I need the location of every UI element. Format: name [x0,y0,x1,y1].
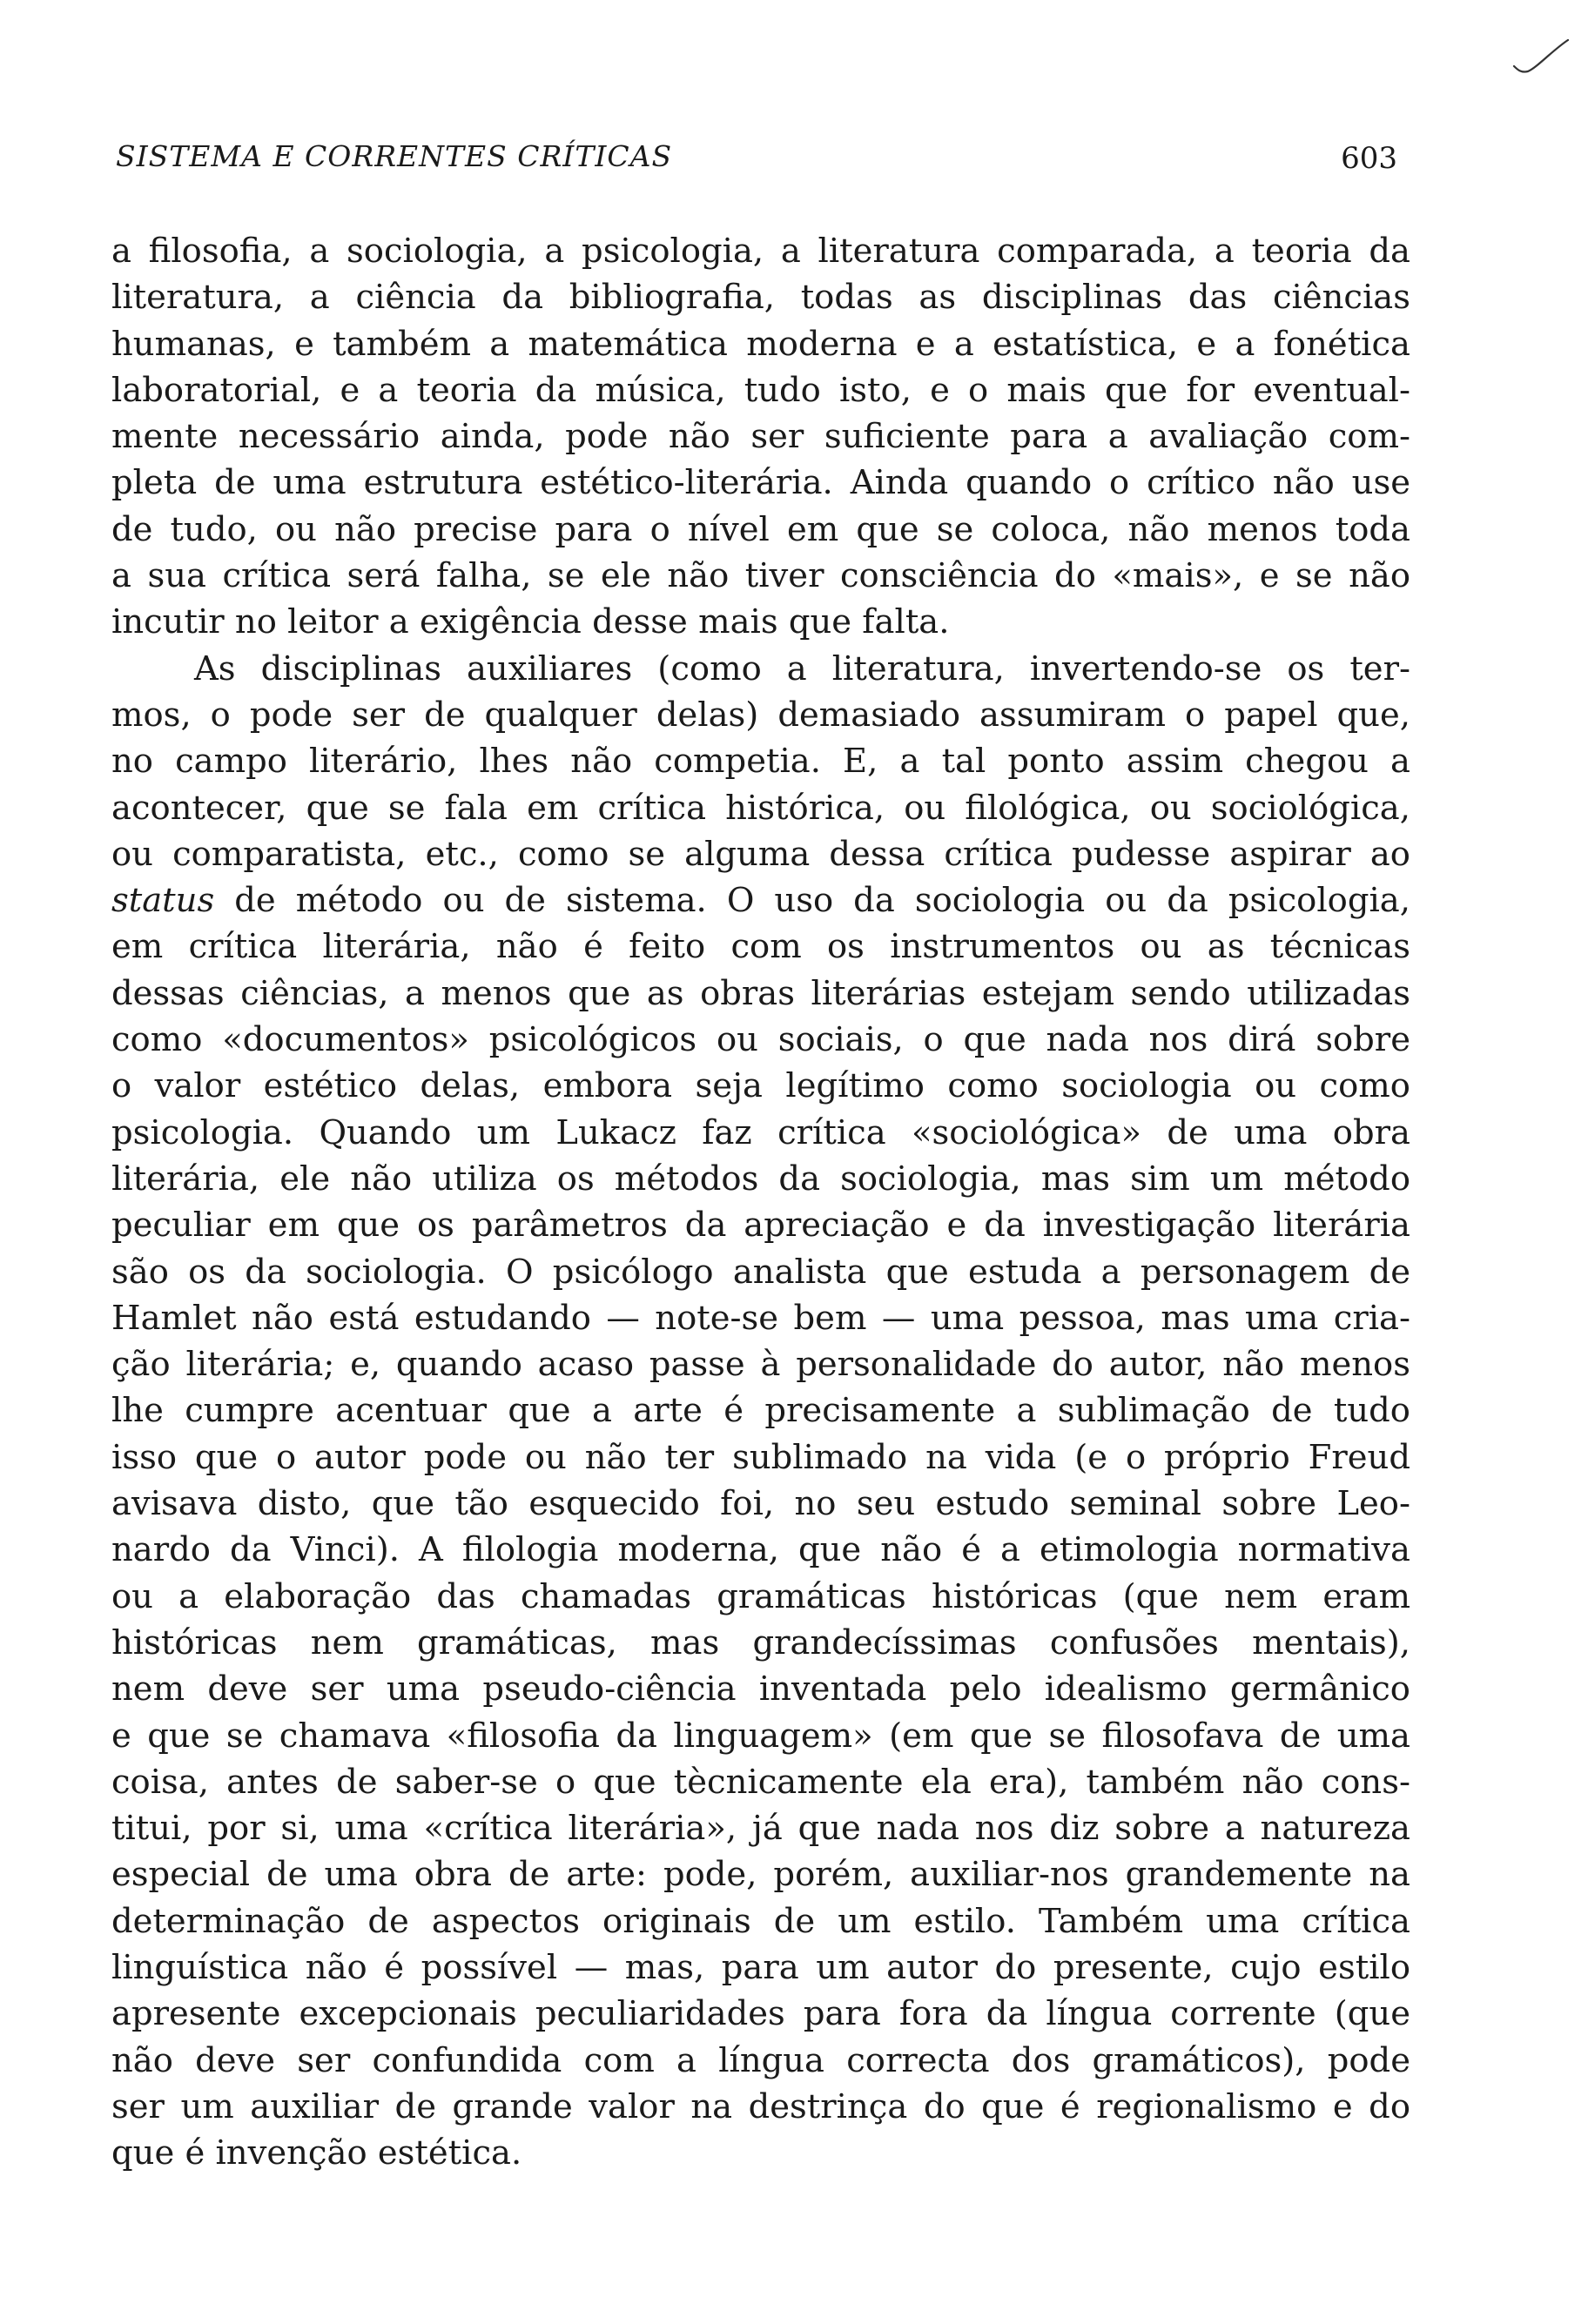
text-line: titui, por si, uma «crítica literária», já que nada nos diz sobre a natureza [111,1809,1410,1849]
text-line: especial de uma obra de arte: pode, porém, auxiliar-nos grandemente na [111,1855,1410,1895]
text-line: dessas ciências, a menos que as obras literárias estejam sendo utilizadas [111,973,1410,1013]
text-line: nem deve ser uma pseudo-ciência inventada pelo idealismo germânico [111,1669,1410,1709]
text-line: que é invenção estética. [111,2133,522,2173]
text-line: nardo da Vinci). A filologia moderna, que não é a etimologia normativa [111,1530,1410,1570]
handwritten-check-mark [1511,35,1571,78]
text-line: não deve ser confundida com a língua correcta dos gramáticos), pode [111,2040,1410,2080]
text-line: no campo literário, lhes não competia. E, a tal ponto assim chegou a [111,742,1410,782]
text-line: ou comparatista, etc., como se alguma dessa crítica pudesse aspirar ao [111,834,1410,874]
text-line: mente necessário ainda, pode não ser suficiente para a avaliação com- [111,417,1410,457]
text-line: lhe cumpre acentuar que a arte é precisamente a sublimação de tudo [111,1391,1410,1431]
page-header [116,139,1397,191]
text-line: isso que o autor pode ou não ter sublimado na vida (e o próprio Freud [111,1437,1410,1477]
text-line: avisava disto, que tão esquecido foi, no seu estudo seminal sobre Leo- [111,1484,1410,1524]
running-title: SISTEMA E CORRENTES CRÍTICAS [116,139,673,173]
text-line: ou a elaboração das chamadas gramáticas históricas (que nem eram [111,1576,1410,1616]
text-line: psicologia. Quando um Lukacz faz crítica «sociológica» de uma obra [111,1112,1410,1152]
text-line: laboratorial, e a teoria da música, tudo isto, e o mais que for eventual- [111,370,1410,410]
text-line: Hamlet não está estudando — note-se bem — uma pessoa, mas uma cria- [111,1298,1410,1338]
text-line: linguística não é possível — mas, para um autor do presente, cujo estilo [111,1947,1410,1987]
text-line: e que se chamava «filosofia da linguagem» (em que se filosofava de uma [111,1716,1410,1756]
text-line: As disciplinas auxiliares (como a literatura, invertendo-se os ter- [194,648,1410,688]
text-line: apresente excepcionais peculiaridades para fora da língua corrente (que [111,1994,1410,2034]
text-line: status de método ou de sistema. O uso da sociologia ou da psicologia, [111,881,1410,921]
text-line: acontecer, que se fala em crítica histórica, ou filológica, ou sociológica, [111,788,1410,828]
text-line: mos, o pode ser de qualquer delas) demasiado assumiram o papel que, [111,695,1410,735]
text-line: peculiar em que os parâmetros da apreciação e da investigação literária [111,1206,1410,1246]
text-line: de tudo, ou não precise para o nível em que se coloca, não menos toda [111,509,1410,549]
text-line: determinação de aspectos originais de um estilo. Também uma crítica [111,1901,1410,1941]
text-line: a sua crítica será falha, se ele não tiver consciência do «mais», e se não [111,556,1410,596]
text-line: pleta de uma estrutura estético-literária. Ainda quando o crítico não use [111,463,1410,503]
text-line: ção literária; e, quando acaso passe à personalidade do autor, não menos [111,1345,1410,1385]
text-line: literatura, a ciência da bibliografia, todas as disciplinas das ciências [111,278,1410,318]
text-line: o valor estético delas, embora seja legítimo como sociologia ou como [111,1066,1410,1106]
body-text [111,228,1410,2176]
page-number: 603 [1341,141,1397,176]
text-line: em crítica literária, não é feito com os instrumentos ou as técnicas [111,927,1410,967]
text-line: são os da sociologia. O psicólogo analista que estuda a personagem de [111,1252,1410,1292]
text-line: humanas, e também a matemática moderna e a estatística, e a fonética [111,324,1410,364]
text-line: ser um auxiliar de grande valor na destrinça do que é regionalismo e do [111,2086,1410,2126]
text-line: literária, ele não utiliza os métodos da sociologia, mas sim um método [111,1159,1410,1199]
text-line: coisa, antes de saber-se o que tècnicamente ela era), também não cons- [111,1762,1410,1802]
text-line: a filosofia, a sociologia, a psicologia, a literatura comparada, a teoria da [111,232,1410,271]
text-line: incutir no leitor a exigência desse mais que falta. [111,602,950,642]
text-line: históricas nem gramáticas, mas grandecíssimas confusões mentais), [111,1622,1410,1662]
text-line: como «documentos» psicológicos ou sociais, o que nada nos dirá sobre [111,1020,1410,1060]
